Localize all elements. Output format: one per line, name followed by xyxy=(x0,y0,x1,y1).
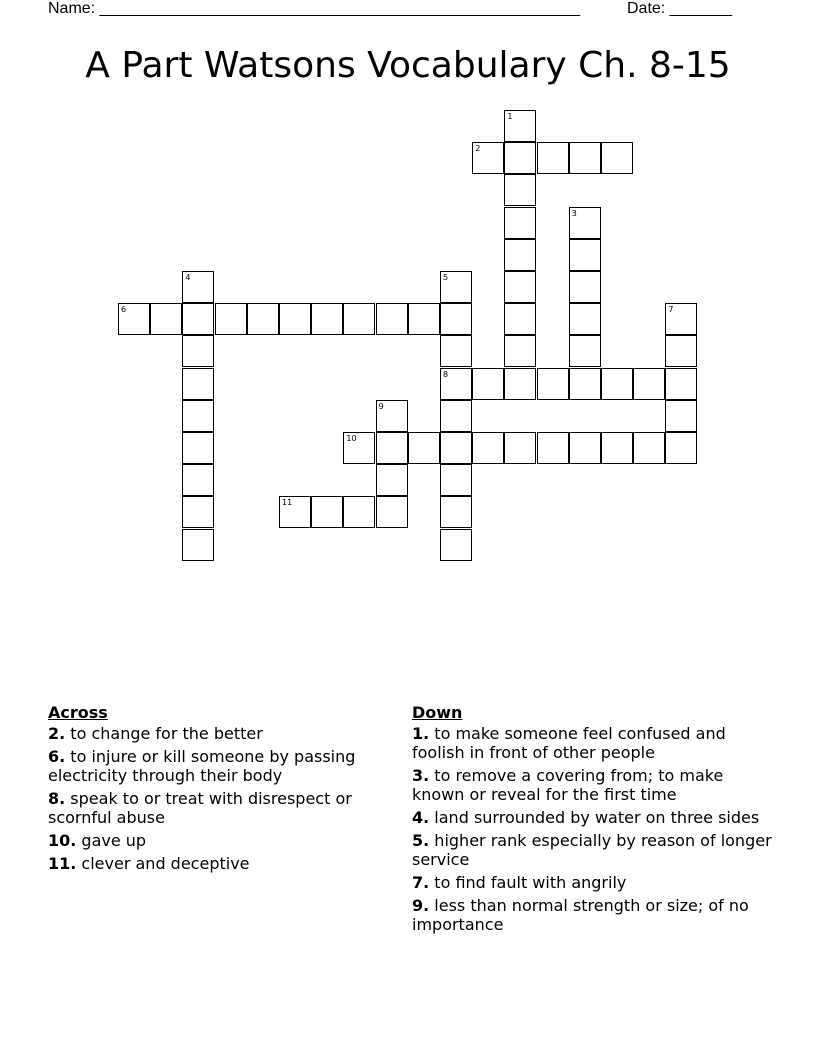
clue-text: land surrounded by water on three sides xyxy=(429,808,760,827)
clue-text: to make someone feel confused and foolish in front of other people xyxy=(412,724,726,762)
clue-text: to remove a covering from; to make known or reveal for the first time xyxy=(412,766,724,804)
clue-text: higher rank especially by reason of longer service xyxy=(412,831,772,869)
clue-number: 1. xyxy=(412,724,430,743)
grid-cell[interactable] xyxy=(247,303,279,335)
grid-cell[interactable] xyxy=(408,303,440,335)
across-heading: Across xyxy=(48,703,108,722)
grid-cell[interactable] xyxy=(182,496,214,528)
grid-cell[interactable] xyxy=(343,303,375,335)
grid-cell[interactable] xyxy=(279,496,311,528)
across-clue xyxy=(48,831,393,850)
grid-cell[interactable] xyxy=(633,368,665,400)
across-clue xyxy=(48,747,393,785)
clue-number: 9. xyxy=(412,896,430,915)
grid-cell[interactable] xyxy=(311,496,343,528)
grid-cell[interactable] xyxy=(504,303,536,335)
grid-cell[interactable] xyxy=(537,368,569,400)
grid-cell[interactable] xyxy=(440,496,472,528)
grid-cell[interactable] xyxy=(504,271,536,303)
grid-cell[interactable] xyxy=(376,432,408,464)
down-clues xyxy=(412,703,772,938)
grid-cell[interactable] xyxy=(569,239,601,271)
grid-cell[interactable] xyxy=(440,432,472,464)
grid-cell[interactable] xyxy=(569,303,601,335)
grid-cell[interactable] xyxy=(665,335,697,367)
clue-number: 7. xyxy=(412,873,430,892)
clue-number: 6. xyxy=(48,747,66,766)
grid-cell[interactable] xyxy=(601,142,633,174)
grid-cell[interactable] xyxy=(569,142,601,174)
clue-number: 5. xyxy=(412,831,430,850)
grid-cell[interactable] xyxy=(472,142,504,174)
grid-cell[interactable] xyxy=(182,529,214,561)
grid-cell[interactable] xyxy=(118,303,150,335)
grid-cell[interactable] xyxy=(504,239,536,271)
down-clue xyxy=(412,724,772,762)
down-clue xyxy=(412,831,772,869)
grid-cell[interactable] xyxy=(504,368,536,400)
cell-number: 1 xyxy=(507,112,513,121)
cell-number: 2 xyxy=(475,144,481,154)
cell-number: 8 xyxy=(443,369,449,379)
grid-cell[interactable] xyxy=(665,400,697,432)
clue-text: speak to or treat with disrespect or scornful abuse xyxy=(48,789,352,827)
across-clue-list xyxy=(48,724,393,873)
grid-cell[interactable] xyxy=(343,496,375,528)
grid-cell[interactable] xyxy=(569,207,601,239)
grid-cell[interactable] xyxy=(472,368,504,400)
cell-number: 4 xyxy=(185,273,191,282)
down-heading: Down xyxy=(412,703,463,722)
grid-cell[interactable] xyxy=(182,335,214,367)
clue-text: to change for the better xyxy=(65,724,263,743)
grid-cell[interactable] xyxy=(182,400,214,432)
grid-cell[interactable] xyxy=(182,271,214,303)
grid-cell[interactable] xyxy=(182,432,214,464)
cell-number: 10 xyxy=(346,434,357,443)
clue-number: 2. xyxy=(48,724,66,743)
across-clue xyxy=(48,724,393,743)
clue-number: 3. xyxy=(412,766,430,785)
grid-cell[interactable] xyxy=(472,432,504,464)
grid-cell[interactable] xyxy=(440,464,472,496)
page-title: A Part Watsons Vocabulary Ch. 8-15 xyxy=(85,45,731,86)
grid-cell[interactable] xyxy=(504,174,536,206)
across-clue xyxy=(48,854,393,873)
grid-cell[interactable] xyxy=(376,464,408,496)
cell-number: 11 xyxy=(282,498,293,508)
grid-cell[interactable] xyxy=(182,303,214,335)
across-clues xyxy=(48,703,393,877)
grid-cell[interactable] xyxy=(633,432,665,464)
clue-text: gave up xyxy=(76,831,147,850)
grid-cell[interactable] xyxy=(504,110,536,142)
clue-number: 11. xyxy=(48,854,77,873)
grid-cell[interactable] xyxy=(150,303,182,335)
grid-cell[interactable] xyxy=(665,368,697,400)
grid-cell[interactable] xyxy=(440,529,472,561)
grid-cell[interactable] xyxy=(569,271,601,303)
grid-cell[interactable] xyxy=(569,432,601,464)
grid-cell[interactable] xyxy=(537,142,569,174)
down-clue xyxy=(412,873,772,892)
clue-text: less than normal strength or size; of no importance xyxy=(412,896,749,934)
cell-number: 5 xyxy=(443,273,449,282)
grid-cell[interactable] xyxy=(440,400,472,432)
cell-number: 3 xyxy=(571,208,577,218)
grid-cell[interactable] xyxy=(408,432,440,464)
grid-cell[interactable] xyxy=(182,464,214,496)
clue-text: clever and deceptive xyxy=(76,854,250,873)
grid-cell[interactable] xyxy=(665,303,697,335)
grid-cell[interactable] xyxy=(440,303,472,335)
grid-cell[interactable] xyxy=(601,432,633,464)
clue-text: to injure or kill someone by passing electricity through their body xyxy=(48,747,356,785)
grid-cell[interactable] xyxy=(376,303,408,335)
name-field-line: Name: ______________________________________________________ xyxy=(48,0,581,17)
grid-cell[interactable] xyxy=(601,368,633,400)
down-clue-list xyxy=(412,724,772,934)
down-clue xyxy=(412,896,772,934)
grid-cell[interactable] xyxy=(440,335,472,367)
grid-cell[interactable] xyxy=(376,400,408,432)
grid-cell[interactable] xyxy=(376,496,408,528)
grid-cell[interactable] xyxy=(504,207,536,239)
cell-number: 6 xyxy=(121,305,127,315)
grid-cell[interactable] xyxy=(279,303,311,335)
grid-cell[interactable] xyxy=(665,432,697,464)
grid-cell[interactable] xyxy=(440,368,472,400)
grid-cell[interactable] xyxy=(182,368,214,400)
cell-number: 7 xyxy=(668,305,674,315)
across-clue xyxy=(48,789,393,827)
grid-cell[interactable] xyxy=(569,368,601,400)
clue-text: to find fault with angrily xyxy=(429,873,627,892)
grid-cell[interactable] xyxy=(440,271,472,303)
grid-cell[interactable] xyxy=(504,142,536,174)
cell-number: 9 xyxy=(378,401,384,411)
date-field-line: Date: _______ xyxy=(627,0,732,17)
grid-cell[interactable] xyxy=(343,432,375,464)
grid-cell[interactable] xyxy=(504,432,536,464)
down-clue xyxy=(412,808,772,827)
clue-number: 8. xyxy=(48,789,66,808)
down-clue xyxy=(412,766,772,804)
clue-number: 10. xyxy=(48,831,77,850)
grid-cell[interactable] xyxy=(311,303,343,335)
grid-cell[interactable] xyxy=(569,335,601,367)
grid-cell[interactable] xyxy=(215,303,247,335)
grid-cell[interactable] xyxy=(504,335,536,367)
clue-number: 4. xyxy=(412,808,430,827)
grid-cell[interactable] xyxy=(537,432,569,464)
